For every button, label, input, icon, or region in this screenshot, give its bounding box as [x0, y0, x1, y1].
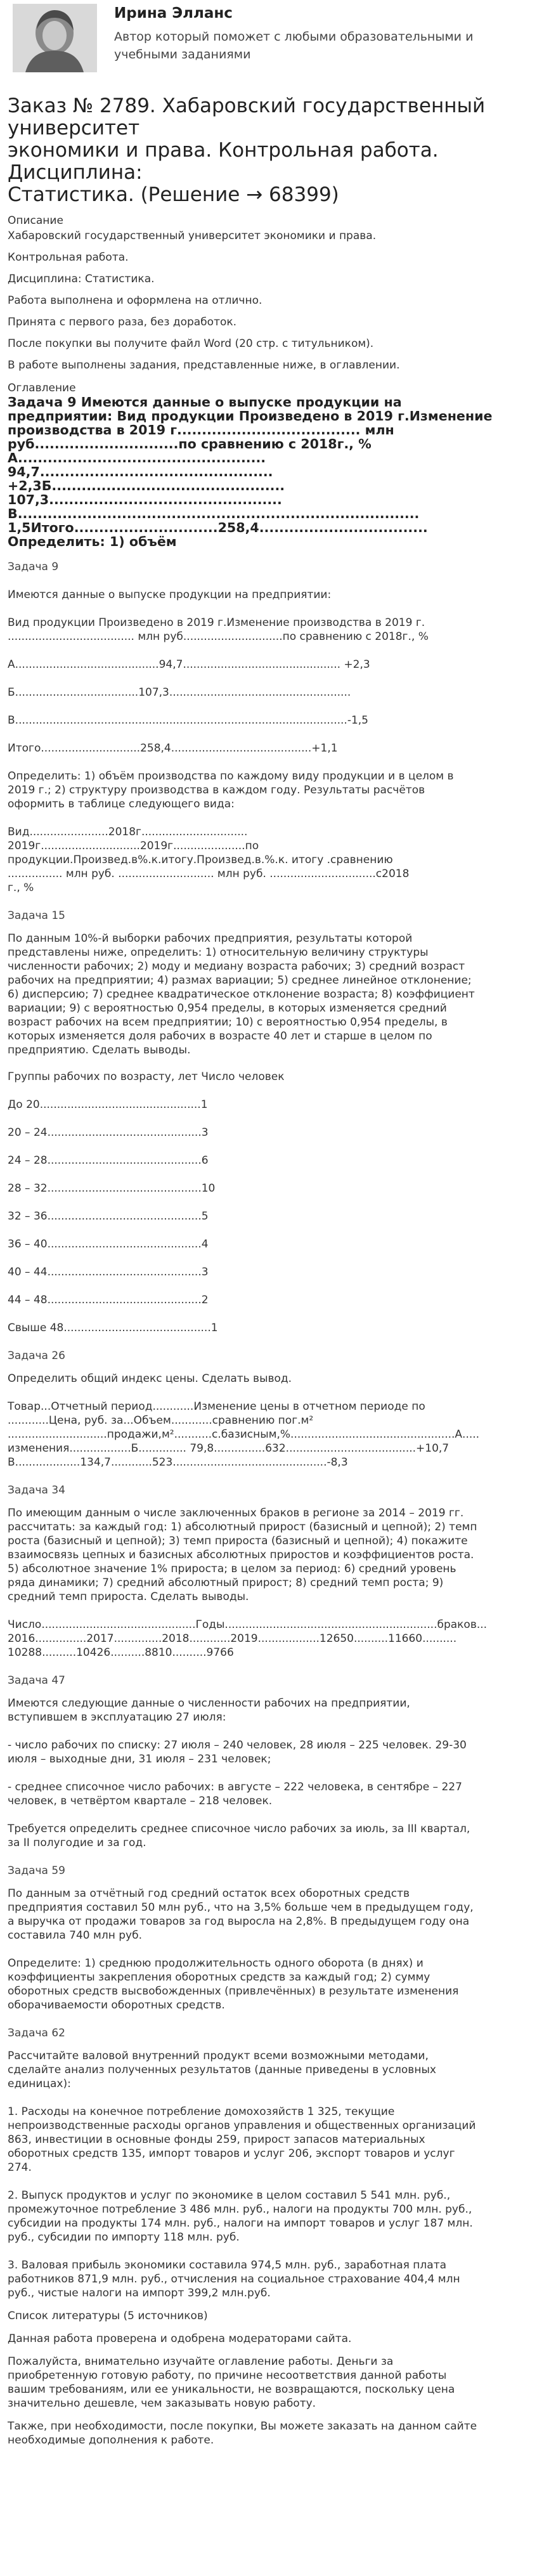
- text-line: 6) дисперсию; 7) среднее квадратическое отклонение возраста; 8) коэффициент: [8, 988, 475, 1001]
- toc-line: В.................................................................................: [8, 506, 420, 521]
- author-name[interactable]: Ирина Элланс: [114, 5, 233, 22]
- task-9-row: В.................................................................................................-1,5: [8, 714, 369, 727]
- description-line: Принята с первого раза, без доработок.: [8, 316, 237, 329]
- toc-line: 107,3...............................................: [8, 492, 282, 507]
- text-line: вступившем в эксплуатацию 27 июля:: [8, 1711, 226, 1724]
- toc-heading: Оглавление: [8, 382, 76, 394]
- text-line: ............Цена, руб. за...Объем............сравнению пог.м²: [8, 1414, 314, 1427]
- task-15-groups-title: Группы рабочих по возрасту, лет Число человек: [8, 1070, 285, 1083]
- text-line: оборотных средств высвобожденных (привлечённых) в результате изменения: [8, 1985, 459, 1998]
- task-34-text: [8, 1506, 528, 1604]
- toc-line: предприятии: Вид продукции Произведено в 2019 г.Изменение: [8, 408, 493, 424]
- text-line: рассчитать: за каждый год: 1) абсолютный прирост (базисный и цепной); 2) темп: [8, 1521, 477, 1533]
- text-line: Требуется определить среднее списочное число рабочих за июль, за III квартал,: [8, 1823, 470, 1835]
- task-9-intro: Имеются данные о выпуске продукции на предприятии:: [8, 589, 332, 601]
- toc-title: [8, 395, 528, 549]
- task-9-row: Б....................................107,3.....................................................: [8, 686, 351, 699]
- main-content: [0, 95, 537, 2447]
- task-15-label: Задача 15: [8, 909, 65, 922]
- toc-line: 1,5Итого.............................258,4..................................: [8, 520, 428, 535]
- text-line: 1. Расходы на конечное потребление домохозяйств 1 325, текущие: [8, 2105, 395, 2118]
- text-line: Определите: 1) среднюю продолжительность одного оборота (в днях) и: [8, 1957, 424, 1970]
- text-line: ряда динамики; 7) средний абсолютный прирост; 8) средний темп роста; 9): [8, 1577, 444, 1589]
- text-line: июля – выходные дни, 31 июля – 231 человек;: [8, 1753, 271, 1766]
- task-15-text: [8, 932, 528, 1057]
- literature-note: Список литературы (5 источников): [8, 2310, 208, 2322]
- text-line: 5) абсолютное значение 1% прироста; в целом за период: 6) средний уровень: [8, 1563, 456, 1575]
- toc-line: А..................................................: [8, 450, 266, 465]
- task-47-bullet: [8, 1738, 528, 1766]
- task-62-label: Задача 62: [8, 2027, 65, 2039]
- text-line: Число.............................................Годы..............................................................браков...: [8, 1618, 488, 1631]
- text-line: Вид.......................2018г...............................: [8, 826, 248, 838]
- text-line: По имеющим данным о числе заключенных браков в регионе за 2014 – 2019 гг.: [8, 1507, 464, 1519]
- text-line: роста (базисный и цепной); 3) темп прироста (базисный и цепной); 4) покажите: [8, 1535, 468, 1547]
- task-47-text: [8, 1696, 528, 1724]
- description-line: После покупки вы получите файл Word (20 стр. с титульником).: [8, 337, 374, 350]
- text-line: ................ млн руб. ............................ млн руб. ...............................с2018: [8, 868, 410, 880]
- task-26-table-text: [8, 1400, 528, 1469]
- task-34-table-text: [8, 1618, 528, 1660]
- text-line: сделайте анализ полученных результатов (данные приведены в условных: [8, 2064, 436, 2076]
- text-line: единицах):: [8, 2078, 71, 2090]
- task-62-item: [8, 2189, 528, 2244]
- task-47-bullet: [8, 1780, 528, 1808]
- task-15-group-row: Свыше 48...........................................1: [8, 1322, 218, 1334]
- task-9-text: [8, 769, 528, 811]
- description-line: Работа выполнена и оформлена на отлично.: [8, 294, 262, 307]
- task-59-text: [8, 1887, 528, 1942]
- order-addition-note: [8, 2419, 528, 2447]
- description-line: Хабаровский государственный университет экономики и права.: [8, 230, 377, 242]
- text-line: 2016...............2017..............2018............2019..................12650..........11660..........: [8, 1632, 457, 1645]
- text-line: 3. Валовая прибыль экономики составила 974,5 млн. руб., заработная плата: [8, 2259, 447, 2272]
- task-47-question: [8, 1822, 528, 1850]
- text-line: оборотных средств 135, импорт товаров и услуг 206, экспорт товаров и услуг: [8, 2147, 455, 2160]
- task-59-label: Задача 59: [8, 1864, 65, 1877]
- toc-line: +2,3Б...............................................: [8, 478, 285, 493]
- text-line: приобретенную готовую работу, по причине несоответствия данной работы: [8, 2369, 447, 2382]
- text-line: Имеются следующие данные о численности рабочих на предприятии,: [8, 1697, 410, 1710]
- text-line: предприятию. Сделать выводы.: [8, 1044, 191, 1057]
- text-line: значительно дешевле, чем заказывать новую работу.: [8, 2397, 316, 2410]
- text-line: Рассчитайте валовой внутренний продукт всеми возможными методами,: [8, 2050, 429, 2062]
- task-62-item: [8, 2105, 528, 2175]
- text-line: оборачиваемости оборотных средств.: [8, 1999, 225, 2012]
- page-title-line: Заказ № 2789. Хабаровский государственный университет: [8, 94, 486, 140]
- description-line: В работе выполнены задания, представленные ниже, в оглавлении.: [8, 359, 400, 372]
- text-line: а выручка от продажи товаров за год выросла на 2,8%. В предыдущем году она: [8, 1915, 470, 1928]
- text-line: оформить в таблице следующего вида:: [8, 798, 235, 810]
- text-line: 863, инвестиции в основные фонды 259, прирост запасов материальных: [8, 2133, 425, 2146]
- text-line: В...................134,7............523.............................................-8,3: [8, 1456, 348, 1469]
- task-15-group-row: 40 – 44.............................................3: [8, 1266, 209, 1278]
- task-15-group-row: 24 – 28.............................................6: [8, 1154, 209, 1167]
- page-title-line: экономики и права. Контрольная работа. Дисциплина:: [8, 139, 439, 184]
- text-line: 2019 г.; 2) структуру производства в каждом году. Результаты расчётов: [8, 784, 425, 797]
- text-line: работников 871,9 млн. руб., отчисления на социальное страхование 404,4 млн: [8, 2273, 460, 2286]
- text-line: Пожалуйста, внимательно изучайте оглавление работы. Деньги за: [8, 2355, 394, 2368]
- text-line: взаимосвязь цепных и базисных абсолютных приростов и коэффициентов роста.: [8, 1549, 474, 1561]
- text-line: 10288..........10426..........8810..........9766: [8, 1646, 234, 1659]
- text-line: численности рабочих; 2) моду и медиану возраста рабочих; 3) средний возраст: [8, 960, 465, 973]
- task-15-group-row: 32 – 36.............................................5: [8, 1210, 209, 1223]
- author-description-line: Автор который поможет с любыми образовательными и: [114, 30, 474, 44]
- task-9-table-header: [8, 616, 528, 644]
- description-line: Дисциплина: Статистика.: [8, 273, 155, 285]
- task-9-label: Задача 9: [8, 561, 59, 573]
- task-15-group-row: До 20...............................................1: [8, 1098, 208, 1111]
- text-line: рабочих на предприятии; 4) размах вариации; 5) среднее линейное отклонение;: [8, 974, 472, 987]
- task-9-table-text: [8, 825, 528, 895]
- text-line: - число рабочих по списку: 27 июля – 240 человек, 28 июля – 225 человек. 29-30: [8, 1739, 467, 1752]
- task-9-row: Итого.............................258,4.........................................+1,1: [8, 742, 338, 755]
- text-line: 274.: [8, 2161, 32, 2174]
- task-62-item: [8, 2258, 528, 2300]
- moderation-note: Данная работа проверена и одобрена модераторами сайта.: [8, 2332, 352, 2345]
- task-9-header-line: ..................................... млн руб.............................по сравнению с 2018г., %: [8, 630, 429, 643]
- text-line: средний темп прироста. Сделать выводы.: [8, 1590, 249, 1603]
- author-description: [114, 28, 495, 63]
- text-line: г., %: [8, 881, 34, 894]
- text-line: По данным 10%-й выборки рабочих предприятия, результаты которой: [8, 932, 413, 945]
- task-15-group-row: 44 – 48.............................................2: [8, 1294, 209, 1306]
- task-9-header-line: Вид продукции Произведено в 2019 г.Изменение производства в 2019 г.: [8, 616, 425, 629]
- text-line: Определить: 1) объём производства по каждому виду продукции и в целом в: [8, 770, 454, 783]
- author-avatar[interactable]: [13, 4, 97, 72]
- description-section: [8, 229, 528, 372]
- text-line: промежуточное потребление 3 486 млн. руб., налоги на продукты 700 млн. руб.,: [8, 2203, 472, 2216]
- description-heading: Описание: [8, 214, 63, 227]
- toc-line: руб.............................по сравнению с 2018г., %: [8, 436, 372, 452]
- task-47-label: Задача 47: [8, 1674, 65, 1687]
- text-line: Товар...Отчетный период............Изменение цены в отчетном периоде по: [8, 1400, 425, 1413]
- text-line: .............................продажи,м²...........с.базисным,%................................................А.....: [8, 1428, 480, 1441]
- text-line: предприятия составил 50 млн руб., что на 3,5% больше чем в предыдущем году,: [8, 1901, 474, 1914]
- page-title: [8, 95, 528, 206]
- text-line: представлены ниже, определить: 1) относительную величину структуры: [8, 946, 429, 959]
- toc-line: Задача 9 Имеются данные о выпуске продукции на: [8, 394, 402, 410]
- task-34-label: Задача 34: [8, 1484, 65, 1497]
- text-line: - среднее списочное число рабочих: в августе – 222 человека, в сентябре – 227: [8, 1781, 462, 1793]
- task-15-group-row: 20 – 24.............................................3: [8, 1126, 209, 1139]
- toc-line: 94,7...............................................: [8, 464, 273, 479]
- task-15-group-row: 28 – 32.............................................10: [8, 1182, 216, 1195]
- text-line: По данным за отчётный год средний остаток всех оборотных средств: [8, 1887, 410, 1900]
- text-line: изменения..................Б.............. 79,8...............632......................................+10,7: [8, 1442, 450, 1455]
- author-block: [0, 0, 537, 76]
- page-title-line: Статистика. (Решение → 68399): [8, 183, 339, 206]
- toc-line: Определить: 1) объём: [8, 534, 177, 549]
- description-line: Контрольная работа.: [8, 251, 129, 264]
- text-line: возраст рабочих на всем предприятии; 10) с вероятностью 0,954 пределы, в: [8, 1016, 448, 1029]
- task-62-text: [8, 2049, 528, 2091]
- text-line: необходимые дополнения к работе.: [8, 2434, 214, 2447]
- text-line: Также, при необходимости, после покупки, Вы можете заказать на данном сайте: [8, 2420, 477, 2433]
- refund-notice: [8, 2355, 528, 2410]
- text-line: вашим требованиям, или ее уникальности, не возвращаются, поскольку цена: [8, 2383, 455, 2396]
- text-line: вариации; 9) с вероятностью 0,954 пределы, в которых изменяется средний: [8, 1002, 447, 1015]
- text-line: 2019г.............................2019г.....................по: [8, 840, 259, 852]
- text-line: которых изменяется доля рабочих в возрасте 40 лет и старше в целом по: [8, 1030, 432, 1043]
- text-line: непроизводственные расходы органов управления и общественных организаций: [8, 2119, 476, 2132]
- task-9-row: А..........................................94,7.............................................. +2,3: [8, 658, 370, 671]
- text-line: руб., чистые налоги на импорт 399,2 млн.руб.: [8, 2287, 271, 2300]
- text-line: составила 740 млн руб.: [8, 1929, 142, 1942]
- text-line: субсидии на продукты 174 млн. руб., налоги на импорт товаров и услуг 187 млн.: [8, 2217, 473, 2230]
- task-26-label: Задача 26: [8, 1350, 65, 1362]
- task-15-group-row: 36 – 40.............................................4: [8, 1238, 209, 1251]
- author-description-line: учебными заданиями: [114, 48, 251, 62]
- text-line: за II полугодие и за год.: [8, 1837, 146, 1849]
- text-line: 2. Выпуск продуктов и услуг по экономике в целом составил 5 541 млн. руб.,: [8, 2189, 451, 2202]
- text-line: руб., субсидии по импорту 118 млн. руб.: [8, 2231, 240, 2244]
- text-line: коэффициенты закрепления оборотных средств за каждый год; 2) сумму: [8, 1971, 430, 1984]
- task-59-question: [8, 1956, 528, 2012]
- text-line: продукции.Произвед.в%.к.итогу.Произвед.в.%.к. итогу .сравнению: [8, 854, 393, 866]
- text-line: человек, в четвёртом квартале – 218 человек.: [8, 1795, 273, 1807]
- task-26-text: Определить общий индекс цены. Сделать вывод.: [8, 1372, 292, 1385]
- toc-line: производства в 2019 г..................................... млн: [8, 422, 394, 438]
